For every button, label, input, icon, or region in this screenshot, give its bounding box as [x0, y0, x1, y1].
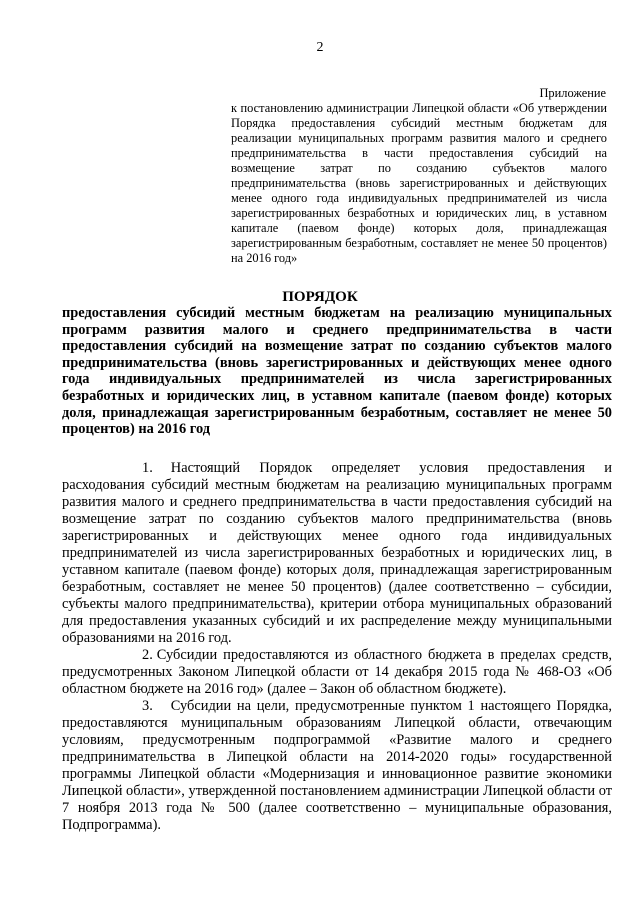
paragraph-text: Настоящий Порядок определяет условия предоставления и расходования субсидий местным бюджетам на реализацию муниципальных программ развития малого и среднего предпринимательства в части предоставления субсидий на возмещение затрат по созданию субъектов малого предпринимательства (вновь зарегистрированных и действующих менее одного года индивидуальных предпринимателей из числа зарегистрированных безработных и юридических лиц, в уставном капитале (паевом фонде) которых доля, принадлежащая зарегистрированным безработным, составляет не менее 50 процентов) (далее соответственно – субсидии, субъекты малого предпринимательства), критерии отбора муниципальных образований для предоставления указанных субсидий и их распределение между муниципальными образованиями на 2016 год. — [62, 460, 612, 646]
document-subtitle: предоставления субсидий местным бюджетам на реализацию муниципальных программ развития малого и среднего предпринимательства в части предоставления субсидий на возмещение затрат по созданию субъектов малого предпринимательства (вновь зарегистрированных и действующих менее одного года индивидуальных предпринимателей из числа зарегистрированных безработных и юридических лиц, в уставном капитале (паевом фонде) которых доля, принадлежащая зарегистрированным безработным, составляет не менее 50 процентов) на 2016 год — [62, 305, 612, 438]
paragraph-number: 3. — [142, 698, 153, 714]
paragraph-text: Субсидии предоставляются из областного бюджета в пределах средств, предусмотренных Законом Липецкой области от 14 декабря 2015 года № 468-ОЗ «Об областном бюджете на 2016 год» (далее – Закон об областном бюджете). — [62, 647, 612, 697]
document-title: ПОРЯДОК — [282, 289, 358, 305]
paragraph-number: 2. — [142, 647, 153, 663]
paragraph-number: 1. — [142, 460, 153, 476]
appendix-label: Приложение — [539, 86, 606, 100]
document-body — [62, 460, 612, 834]
paragraph-3 — [62, 698, 612, 834]
paragraph-2 — [62, 647, 612, 698]
paragraph-text: Субсидии на цели, предусмотренные пунктом 1 настоящего Порядка, предоставляются муниципальным образованиям Липецкой области, отвечающим условиям, предусмотренным подпрограммой «Развитие малого и среднего предпринимательства в Липецкой области на 2014-2020 годы» государственной программы Липецкой области «Модернизация и инновационное развитие экономики Липецкой области», утвержденной постановлением администрации Липецкой области от 7 ноября 2013 года № 500 (далее соответственно – муниципальные образования, Подпрограмма). — [62, 698, 612, 833]
appendix-text: к постановлению администрации Липецкой области «Об утверждении Порядка предоставления субсидий местным бюджетам для реализации муниципальных программ развития малого и среднего предпринимательства в части предоставления субсидий на возмещение затрат по созданию субъектов малого предпринимательства (вновь зарегистрированных и действующих менее одного года индивидуальных предпринимателей из числа зарегистрированных безработных и юридических лиц, в уставном капитале (паевом фонде) которых доля, принадлежащая зарегистрированным безработным, составляет не менее 50 процентов) на 2016 год» — [231, 101, 607, 265]
page-number: 2 — [316, 40, 324, 55]
paragraph-1 — [62, 460, 612, 647]
